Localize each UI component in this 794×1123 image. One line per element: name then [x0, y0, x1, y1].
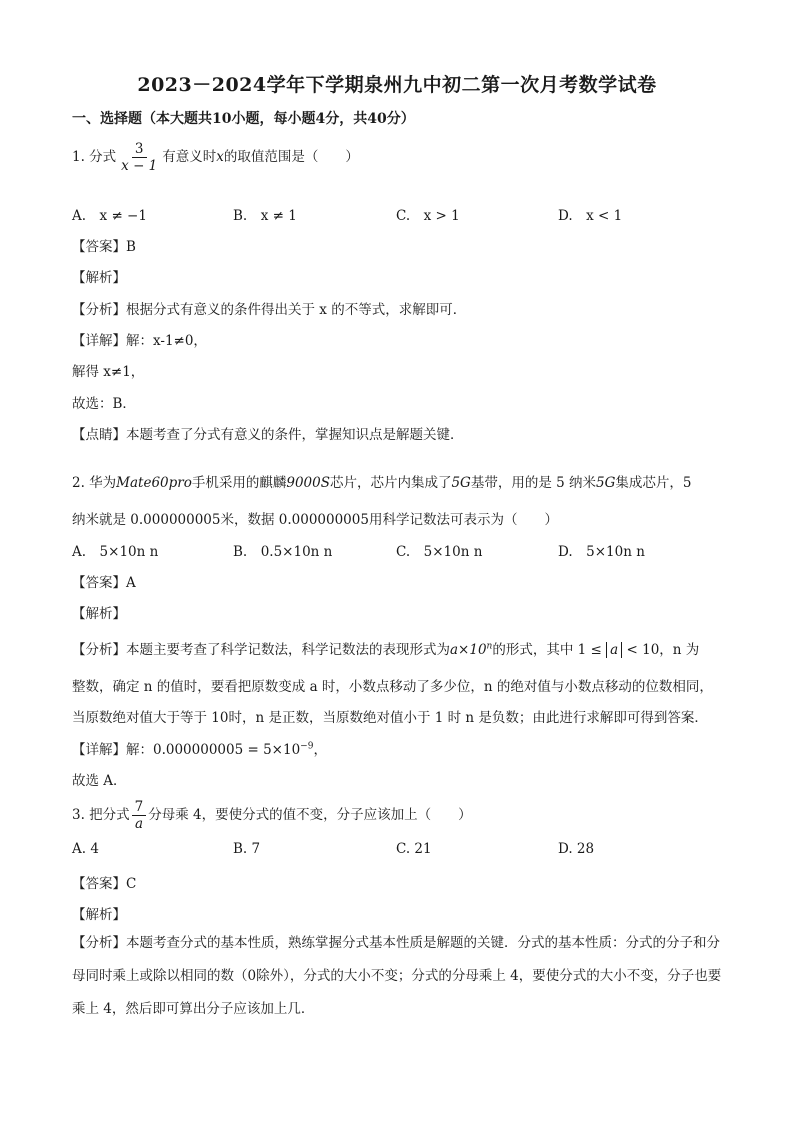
q1-option-b: B. x ≠ 1: [233, 208, 297, 224]
q2-text-c: 芯片，芯片内集成了: [329, 475, 452, 491]
q2-fenxi-line-1: [72, 638, 699, 658]
q3-frac-num: 7: [132, 800, 147, 816]
q1-option-d: D. x < 1: [558, 208, 623, 224]
q3-fraction: [132, 800, 147, 831]
q2-fenxi-b: 的形式，其中: [492, 642, 574, 658]
q1-var: x: [216, 149, 224, 166]
q2-fenxi-c: ，n 为: [659, 642, 700, 658]
q3-option-d: D. 28: [558, 841, 595, 857]
question-1: [72, 142, 359, 173]
q2-xiangjie-b: ，: [313, 742, 327, 758]
q2-analysis-head: 【解析】: [72, 606, 126, 622]
q2-cond-a: 1 ≤: [577, 642, 602, 658]
q1-fenxi: 【分析】根据分式有意义的条件得出关于 x 的不等式，求解即可．: [72, 302, 467, 318]
question-2-line-1: [72, 471, 691, 491]
q2-mate: Mate60pro: [116, 475, 192, 491]
q2-option-b: B. 0.5×10n n: [233, 544, 333, 560]
q3-option-c: C. 21: [396, 841, 432, 857]
q2-fenxi-a: 【分析】本题主要考查了科学记数法，科学记数法的表现形式为: [72, 642, 450, 658]
q2-option-d: D. 5×10n n: [558, 544, 645, 560]
question-2-line-2: 纳米就是 0.000000005米，数据 0.000000005用科学记数法可表示为（ ）: [72, 512, 558, 528]
q1-fraction: [118, 142, 160, 173]
q1-option-c: C. x > 1: [396, 208, 460, 224]
q2-answer: 【答案】A: [72, 575, 136, 591]
q2-5g-b: 5G: [596, 475, 616, 491]
q2-form: a×10: [450, 642, 487, 658]
q1-frac-num: 3: [132, 142, 147, 158]
q2-xiangjie-a: 【详解】解：0.000000005 = 5×10: [72, 742, 301, 758]
q2-cond-abs: a: [606, 642, 622, 658]
q3-fenxi: 【分析】本题考查分式的基本性质，熟练掌握分式基本性质是解题的关键．分式的基本性质：分式的分子和分母同时乘上或除以相同的数（0除外），分式的大小不变；分式的分母乘上 4，要使分式的大小不变，分子也要乘上 4，然后即可算出分子应该加上几．: [72, 935, 722, 1017]
question-3: [72, 800, 472, 831]
q2-text-d: 基带，用的是 5 纳米: [470, 475, 597, 491]
q1-solve: 解得 x≠1，: [72, 364, 145, 380]
q2-cond-b: < 10: [626, 642, 660, 658]
q2-xiangjie: [72, 738, 327, 758]
q2-choose: 故选 A．: [72, 773, 127, 789]
q2-fenxi-line-2: 整数，确定 n 的值时，要看把原数变成 a 时，小数点移动了多少位，n 的绝对值与小数点移动的位数相同，: [72, 679, 713, 695]
q1-option-a: A. x ≠ −1: [72, 208, 147, 224]
q1-dianjing: 【点睛】本题考查了分式有意义的条件，掌握知识点是解题关键．: [72, 427, 464, 443]
q1-answer: 【答案】B: [72, 239, 136, 255]
q3-answer: 【答案】C: [72, 876, 137, 892]
q2-xiangjie-exp: −9: [300, 741, 314, 752]
q3-suffix: 分母乘 4，要使分式的值不变，分子应该加上（ ）: [148, 807, 472, 824]
q2-text-e: 集成芯片，5: [615, 475, 692, 491]
q1-analysis-head: 【解析】: [72, 270, 126, 286]
q2-fenxi-line-3: 当原数绝对值大于等于 10时，n 是正数，当原数绝对值小于 1 时 n 是负数；由此进行求解即可得到答案．: [72, 710, 708, 726]
q2-5g: 5G: [451, 475, 471, 491]
q1-choose: 故选：B．: [72, 396, 136, 412]
q1-suffix-a: 有意义时: [162, 149, 217, 166]
q2-form-exp: n: [486, 641, 493, 652]
q3-analysis-head: 【解析】: [72, 907, 126, 923]
q3-frac-den: a: [134, 816, 143, 833]
q1-xiangjie: 【详解】解：x-1≠0，: [72, 333, 207, 349]
q2-kirin: 9000S: [286, 475, 330, 491]
q3-option-b: B. 7: [233, 841, 261, 857]
q1-suffix-b: 的取值范围是（ ）: [223, 149, 359, 166]
q2-text-a: 2. 华为: [72, 475, 117, 491]
q2-option-a: A. 5×10n n: [72, 544, 159, 560]
q3-option-a: A. 4: [72, 841, 99, 857]
section-heading: 一、选择题（本大题共10小题，每小题4分，共40分）: [72, 111, 415, 127]
page-title: 2023－2024学年下学期泉州九中初二第一次月考数学试卷: [137, 74, 657, 96]
q1-frac-den: x − 1: [121, 158, 158, 175]
q3-prefix: 3. 把分式: [72, 807, 130, 824]
q1-prefix: 1. 分式: [72, 149, 117, 166]
q2-option-c: C. 5×10n n: [396, 544, 483, 560]
q2-text-b: 手机采用的麒麟: [191, 475, 287, 491]
